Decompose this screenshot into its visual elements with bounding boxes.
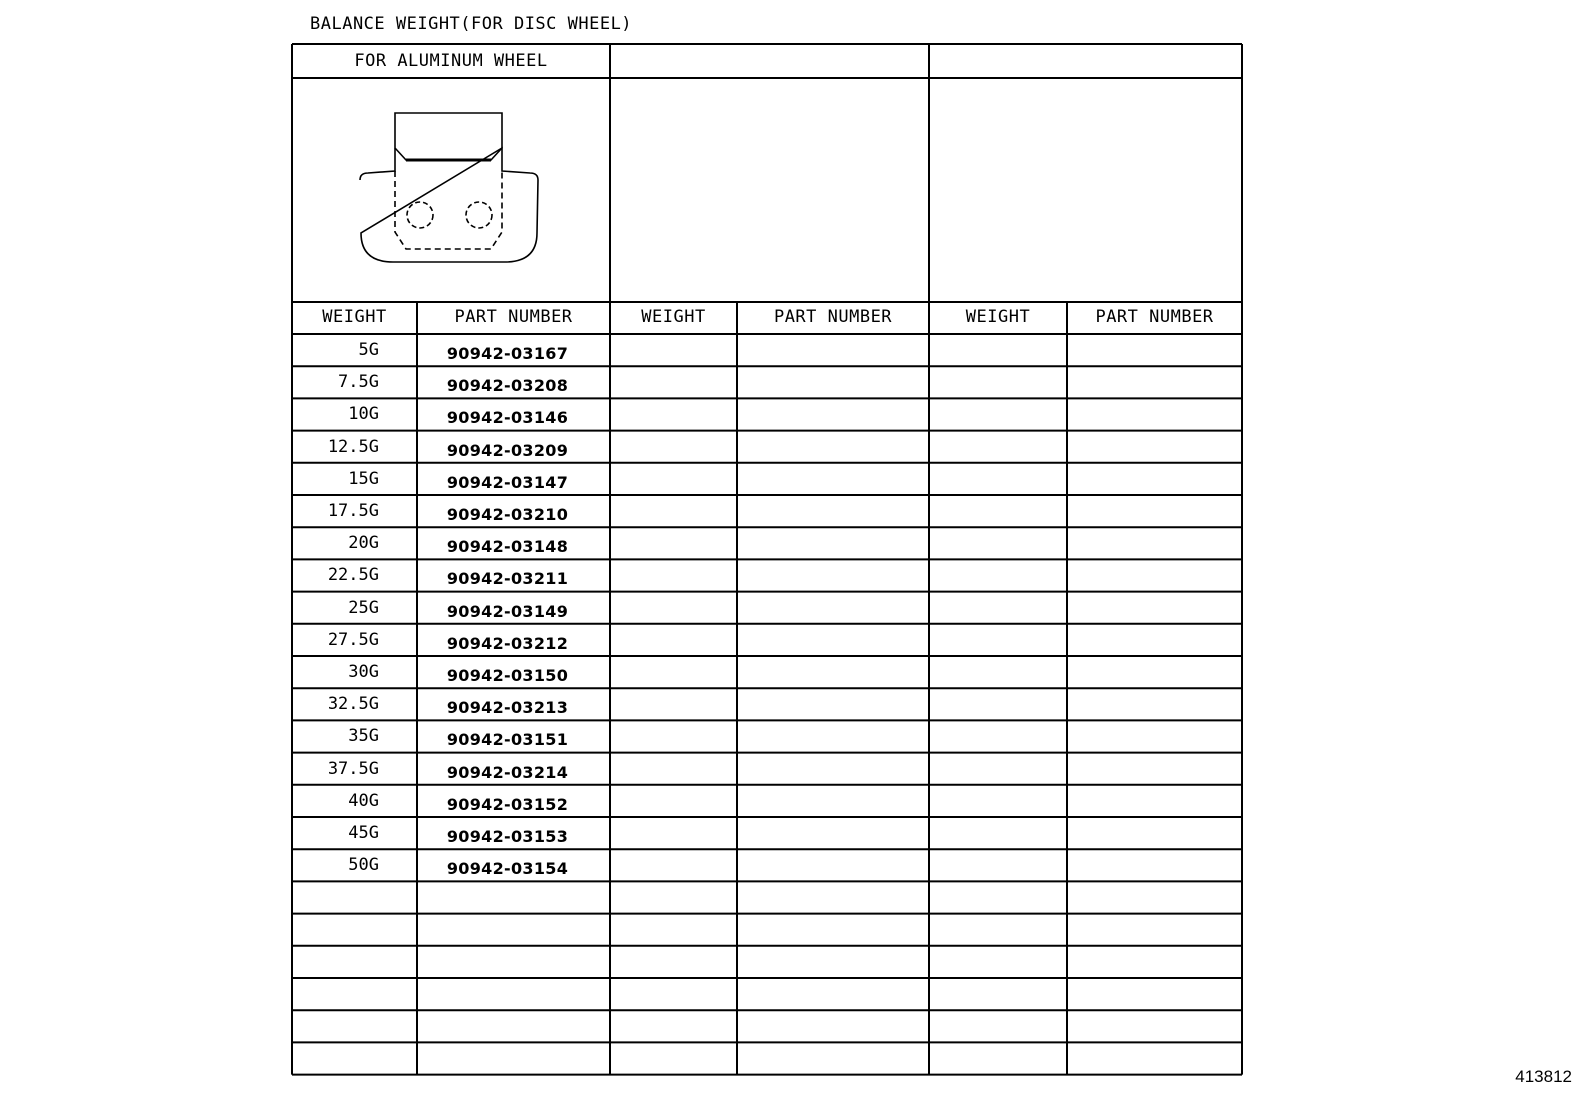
row-part-number: 90942-03210 — [446, 505, 569, 524]
balance-weight-clip-icon — [360, 113, 538, 262]
row-part-number: 90942-03154 — [446, 859, 569, 879]
row-part-number: 90942-03208 — [446, 376, 569, 396]
column-header-part-number: PART NUMBER — [773, 307, 893, 327]
column-header-weight: WEIGHT — [322, 307, 387, 327]
row-weight: 27.5G — [327, 629, 379, 650]
row-part-number: 90942-03153 — [446, 827, 569, 846]
row-weight: 30G — [348, 662, 379, 682]
column-header-weight: WEIGHT — [965, 307, 1031, 327]
column-header-part-number: PART NUMBER — [1095, 307, 1214, 327]
row-weight: 7.5G — [338, 372, 379, 393]
row-part-number: 90942-03167 — [446, 344, 569, 363]
row-weight: 35G — [348, 726, 379, 747]
clip-top-shape — [395, 113, 502, 160]
row-part-number: 90942-03146 — [446, 408, 569, 428]
row-weight: 25G — [348, 597, 379, 618]
row-weight: 37.5G — [327, 758, 379, 779]
column-header-weight: WEIGHT — [641, 307, 706, 327]
row-weight: 15G — [348, 468, 379, 489]
row-weight: 40G — [348, 790, 379, 811]
row-weight: 17.5G — [327, 501, 379, 521]
row-weight: 45G — [348, 823, 379, 843]
row-part-number: 90942-03149 — [446, 601, 569, 621]
rivet-left — [407, 202, 433, 228]
row-part-number: 90942-03214 — [446, 762, 569, 782]
row-part-number: 90942-03211 — [446, 569, 569, 589]
section-heading: FOR ALUMINUM WHEEL — [354, 51, 548, 71]
rivet-right — [466, 202, 492, 228]
row-part-number: 90942-03147 — [446, 472, 569, 492]
row-weight: 20G — [348, 533, 379, 554]
row-part-number: 90942-03152 — [446, 794, 569, 814]
figure-number: 413812 — [1515, 1067, 1572, 1086]
hidden-outline — [395, 171, 502, 249]
row-part-number: 90942-03209 — [446, 440, 569, 460]
column-header-part-number: PART NUMBER — [454, 307, 573, 327]
row-weight: 5G — [358, 340, 379, 360]
row-part-number: 90942-03212 — [446, 633, 569, 653]
weight-body-shape — [360, 148, 538, 262]
row-weight: 12.5G — [327, 436, 379, 457]
row-weight: 10G — [348, 404, 379, 425]
row-part-number: 90942-03148 — [446, 537, 569, 557]
row-weight: 50G — [348, 855, 379, 876]
row-part-number: 90942-03213 — [446, 698, 569, 718]
row-part-number: 90942-03150 — [446, 666, 569, 685]
diagram-title: BALANCE WEIGHT(FOR DISC WHEEL) — [310, 14, 633, 34]
row-part-number: 90942-03151 — [446, 730, 569, 750]
row-weight: 32.5G — [327, 694, 379, 715]
row-weight: 22.5G — [327, 565, 379, 586]
